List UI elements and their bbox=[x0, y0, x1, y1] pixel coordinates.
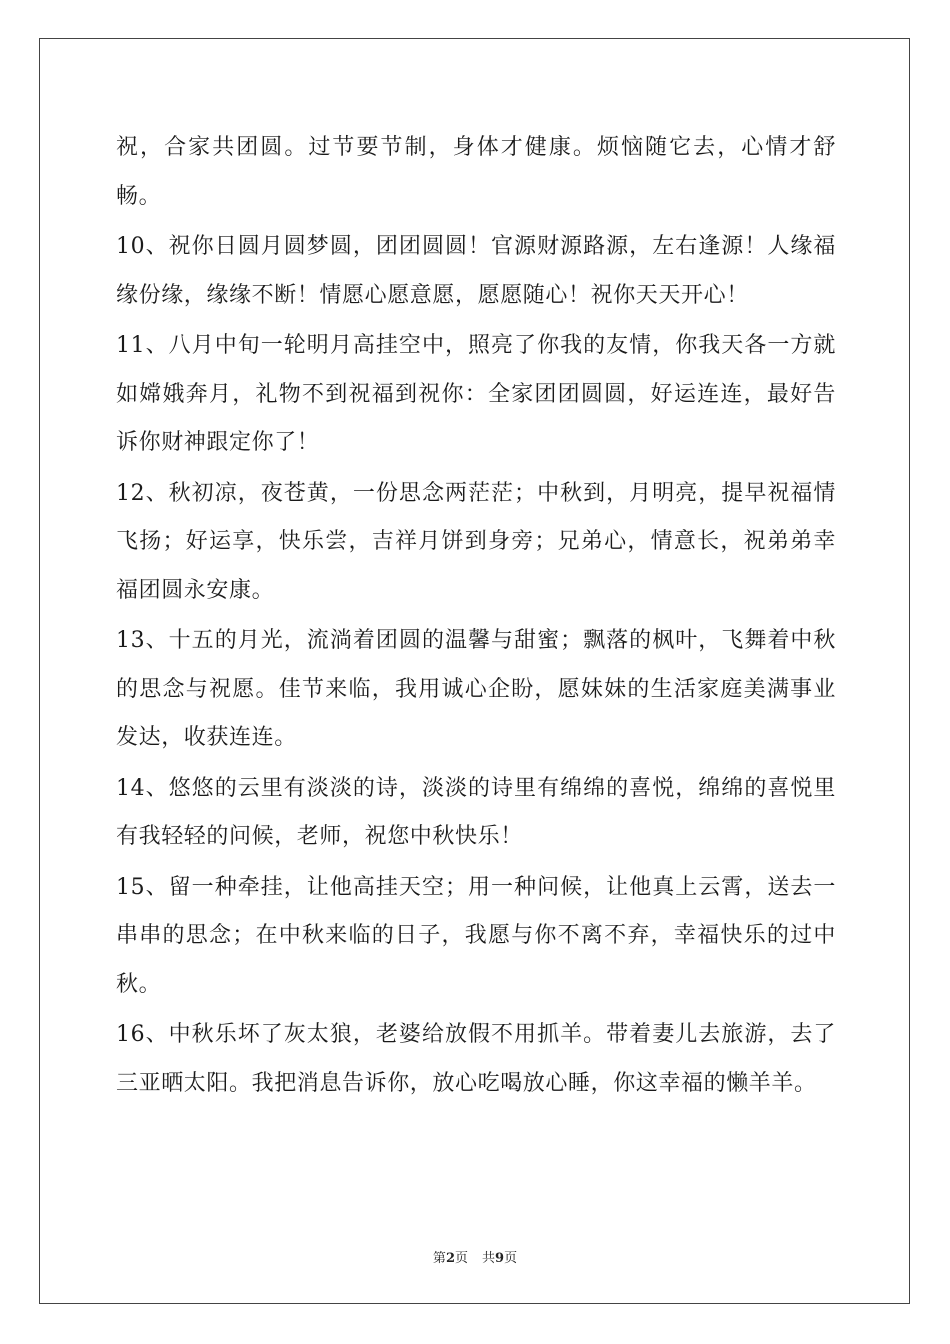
paragraph: 13、十五的月光，流淌着团圆的温馨与甜蜜；飘落的枫叶，飞舞着中秋的思念与祝愿。佳节来临，我用诚心企盼，愿妹妹的生活家庭美满事业发达，收获连连。 bbox=[116, 628, 836, 750]
paragraph: 10、祝你日圆月圆梦圆，团团圆圆！官源财源路源，左右逢源！人缘福缘份缘，缘缘不断！情愿心愿意愿，愿愿随心！祝你天天开心！ bbox=[116, 234, 836, 308]
page-suffix: 页 bbox=[454, 1251, 468, 1266]
total-page-number: 9 bbox=[495, 1251, 505, 1266]
total-suffix: 页 bbox=[504, 1251, 518, 1266]
paragraph: 祝，合家共团圆。过节要节制，身体才健康。烦恼随它去，心情才舒畅。 bbox=[116, 135, 836, 209]
total-prefix: 共 bbox=[482, 1251, 496, 1266]
paragraph: 14、悠悠的云里有淡淡的诗，淡淡的诗里有绵绵的喜悦，绵绵的喜悦里有我轻轻的问候，老师，祝您中秋快乐！ bbox=[116, 775, 836, 849]
paragraph: 11、八月中旬一轮明月高挂空中，照亮了你我的友情，你我天各一方就如嫦娥奔月，礼物不到祝福到祝你：全家团团圆圆，好运连连，最好告诉你财神跟定你了！ bbox=[116, 333, 836, 455]
paragraph: 16、中秋乐坏了灰太狼，老婆给放假不用抓羊。带着妻儿去旅游，去了三亚晒太阳。我把消息告诉你，放心吃喝放心睡，你这幸福的懒羊羊。 bbox=[116, 1022, 836, 1096]
page-footer bbox=[0, 1247, 950, 1266]
paragraph: 15、留一种牵挂，让他高挂天空；用一种问候，让他真上云霄，送去一串串的思念；在中秋来临的日子，我愿与你不离不弃，幸福快乐的过中秋。 bbox=[116, 874, 836, 997]
paragraph: 12、秋初凉，夜苍黄，一份思念两茫茫；中秋到，月明亮，提早祝福情飞扬；好运享，快乐尝，吉祥月饼到身旁；兄弟心，情意长，祝弟弟幸福团圆永安康。 bbox=[116, 480, 836, 603]
document-body bbox=[116, 124, 836, 1110]
current-page-number: 2 bbox=[445, 1251, 455, 1266]
page-prefix: 第 bbox=[432, 1251, 446, 1266]
